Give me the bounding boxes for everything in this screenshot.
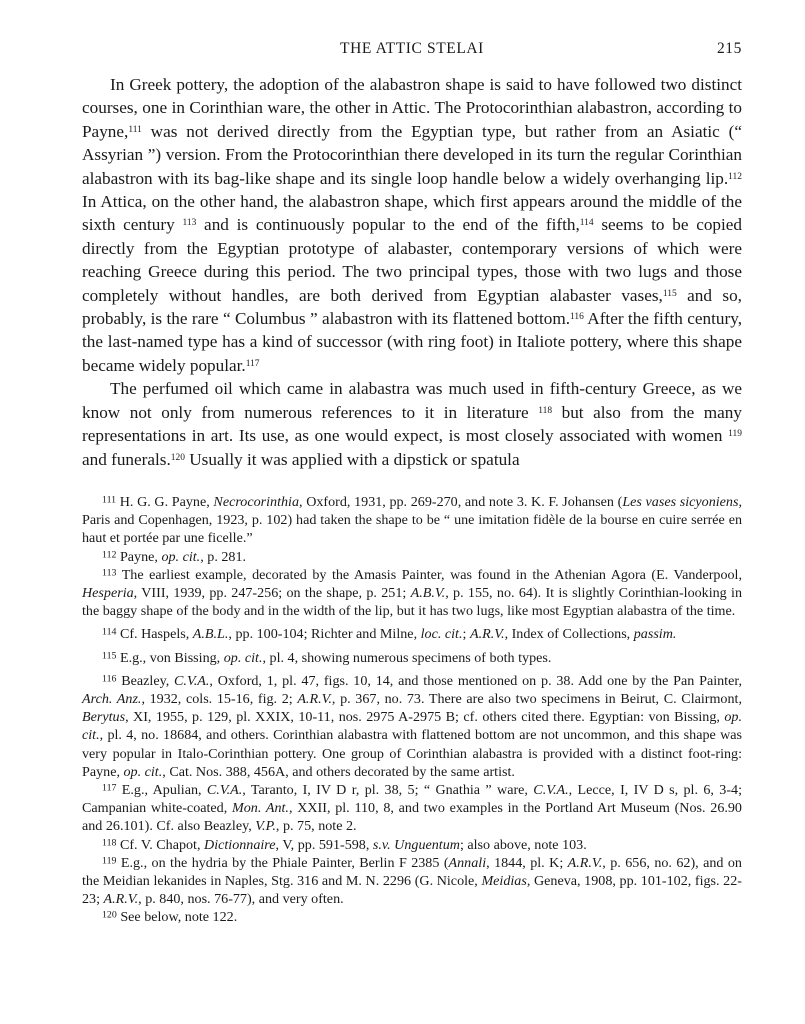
footnote-120: $^{120}$ See below, note 122. [102,909,238,926]
body-text [82,73,742,471]
footnote-117: $^{117}$ E.g., Apulian, C.V.A., Taranto, I, IV D r, pl. 38, 5; “ Gnathia ” ware, C.V.A., Lecce, I, IV D s, pl. 6, 3-4; Campanian white-coated, Mon. Ant., XXII, pl. 110, 8, and two examples in the Portland Art Museum (Nos. 26.90 and 26.101). Cf. also Beazley, V.P., p. 75, note 2. [82,781,742,835]
running-head: THE ATTIC STELAI [340,40,484,57]
footnote-ref[interactable]: 118 [538,405,553,416]
footnote-ref[interactable]: 113 [182,218,197,229]
footnote-112: $^{112}$ Payne, op. cit., p. 281. [102,548,247,565]
footnote-119: $^{119}$ E.g., on the hydria by the Phiale Painter, Berlin F 2385 (Annali, 1844, pl. K; A.R.V., p. 656, no. 62), and on the Meidian lekanides in Naples, Stg. 316 and M. N. 2296 (G. Nicole, Meidias, Geneva, 1908, pp. 101-102, figs. 22-23; A.R.V., p. 840, nos. 76-77), and very often. [82,854,742,908]
footnotes [82,493,742,927]
document-page [82,40,742,927]
footnote-116: $^{116}$ Beazley, C.V.A., Oxford, 1, pl. 47, figs. 10, 14, and those mentioned on p. 38. Add one by the Pan Painter, Arch. Anz., 1932, cols. 15-16, fig. 2; A.R.V., p. 367, no. 73. There are also two specimens in Beirut, C. Clairmont, Berytus, XI, 1955, p. 129, pl. XXIX, 10-11, nos. 2975 A-2975 B; cf. others cited there. Egyptian: von Bissing, op. cit., pl. 4, no. 18684, and others. Corinthian alabastra with flattened bottom are not uncommon, and this shape was very popular in Italo-Corinthian pottery. One group of Corinthian alabastra is provided with a distinct foot-ring: Payne, op. cit., Cat. Nos. 388, 456A, and others decorated by the same artist. [82,672,742,780]
footnote-ref[interactable]: 120 [170,452,185,463]
footnote-ref[interactable]: 111 [128,124,142,135]
footnote-114: $^{114}$ Cf. Haspels, A.B.L., pp. 100-104; Richter and Milne, loc. cit.; A.R.V., Index of Collections, passim. [102,626,677,643]
footnote-ref[interactable]: 119 [728,428,742,439]
paragraph-1: In Greek pottery, the adoption of the alabastron shape is said to have followed two distinct courses, one in Corinthian ware, the other in Attic. The Protocorinthian alabastron, according to Payne,$^{111}$ was not derived directly from the Egyptian type, but rather from an Asiatic (“ Assyrian ”) version. From the Protocorinthian there developed in its turn the regular Corinthian alabastron with its bag-like shape and its single loop handle below a widely overhanging lip.$^{112}$ In Attica, on the other hand, the alabastron shape, which first appears around the middle of the sixth century $^{113}$ and is continuously popular to the end of the fifth,$^{114}$ seems to be copied directly from the Egyptian prototype of alabaster, contemporary versions of which were reaching Greece during this period. The two principal types, those with two lugs and those completely without handles, are both derived from Egyptian alabaster vases,$^{115}$ and so, probably, is the rare “ Columbus ” alabastron with its flattened bottom.$^{116}$ After the fifth century, the last-named type has a kind of successor (with ring foot) in Italiote pottery, where this shape became widely popular.$^{117}$ [82,75,743,375]
footnote-115: $^{115}$ E.g., von Bissing, op. cit., pl. 4, showing numerous specimens of both types. [102,649,552,666]
page-number: 215 [716,40,742,57]
paragraph-2: The perfumed oil which came in alabastra was much used in fifth-century Greece, as we know not only from numerous references to it in literature $^{118}$ but also from the many representations in art. Its use, as one would expect, is most closely associated with women $^{119}$ and funerals.$^{120}$ Usually it was applied with a dipstick or spatula [82,379,742,469]
footnote-113: $^{113}$ The earliest example, decorated by the Amasis Painter, was found in the Athenian Agora (E. Vanderpool, Hesperia, VIII, 1939, pp. 247-256; on the shape, p. 251; A.B.V., p. 155, no. 64). It is slightly Corinthian-looking in the baggy shape of the body and in the width of the lip, but it has two lugs, like most Egyptian alabastra of the time. [82,566,742,620]
footnote-ref[interactable]: 115 [662,288,677,299]
footnote-ref[interactable]: 112 [728,171,742,182]
footnote-ref[interactable]: 114 [579,218,594,229]
footnote-111: $^{111}$ H. G. G. Payne, Necrocorinthia, Oxford, 1931, pp. 269-270, and note 3. K. F. Johansen (Les vases sicyoniens, Paris and Copenhagen, 1923, p. 102) had taken the shape to be “ une imitation fidèle de la bourse en cuire serrée en haut et portée par une ficelle.” [82,493,742,547]
page-header [82,40,742,64]
footnote-118: $^{118}$ Cf. V. Chapot, Dictionnaire, V, pp. 591-598, s.v. Unguentum; also above, note 103. [102,836,587,853]
footnote-ref[interactable]: 117 [245,358,260,369]
footnote-ref[interactable]: 116 [570,311,584,322]
